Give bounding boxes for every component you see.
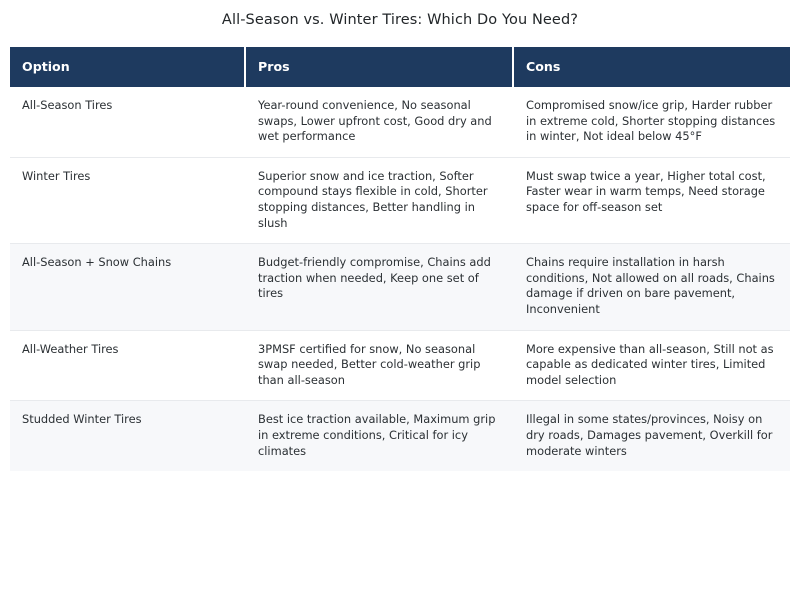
column-header-pros: Pros <box>246 47 514 87</box>
table-row <box>10 87 790 158</box>
cell-pros: 3PMSF certified for snow, No seasonal swap needed, Better cold-weather grip than all-season <box>246 331 514 402</box>
cell-option: All-Season Tires <box>10 87 246 158</box>
comparison-table <box>10 47 790 471</box>
cell-cons: Must swap twice a year, Higher total cost, Faster wear in warm temps, Need storage space for off-season set <box>514 158 790 244</box>
cell-cons: Compromised snow/ice grip, Harder rubber in extreme cold, Shorter stopping distances in winter, Not ideal below 45°F <box>514 87 790 158</box>
column-header-cons: Cons <box>514 47 790 87</box>
cell-pros: Superior snow and ice traction, Softer compound stays flexible in cold, Shorter stopping distances, Better handling in slush <box>246 158 514 244</box>
cell-option: Studded Winter Tires <box>10 401 246 471</box>
table-header <box>10 47 790 87</box>
cell-pros: Year-round convenience, No seasonal swaps, Lower upfront cost, Good dry and wet performance <box>246 87 514 158</box>
table-row <box>10 158 790 244</box>
cell-option: Winter Tires <box>10 158 246 244</box>
table-header-row <box>10 47 790 87</box>
cell-cons: More expensive than all-season, Still not as capable as dedicated winter tires, Limited model selection <box>514 331 790 402</box>
table-body <box>10 87 790 471</box>
table-row <box>10 331 790 402</box>
column-header-option: Option <box>10 47 246 87</box>
page-title: All-Season vs. Winter Tires: Which Do You Need? <box>221 12 579 28</box>
cell-option: All-Weather Tires <box>10 331 246 402</box>
cell-cons: Illegal in some states/provinces, Noisy on dry roads, Damages pavement, Overkill for moderate winters <box>514 401 790 471</box>
cell-option: All-Season + Snow Chains <box>10 244 246 330</box>
cell-cons: Chains require installation in harsh conditions, Not allowed on all roads, Chains damage if driven on bare pavement, Inconvenient <box>514 244 790 330</box>
table-row <box>10 401 790 471</box>
comparison-table-container <box>10 47 790 471</box>
cell-pros: Best ice traction available, Maximum grip in extreme conditions, Critical for icy climates <box>246 401 514 471</box>
cell-pros: Budget-friendly compromise, Chains add traction when needed, Keep one set of tires <box>246 244 514 330</box>
table-row <box>10 244 790 330</box>
